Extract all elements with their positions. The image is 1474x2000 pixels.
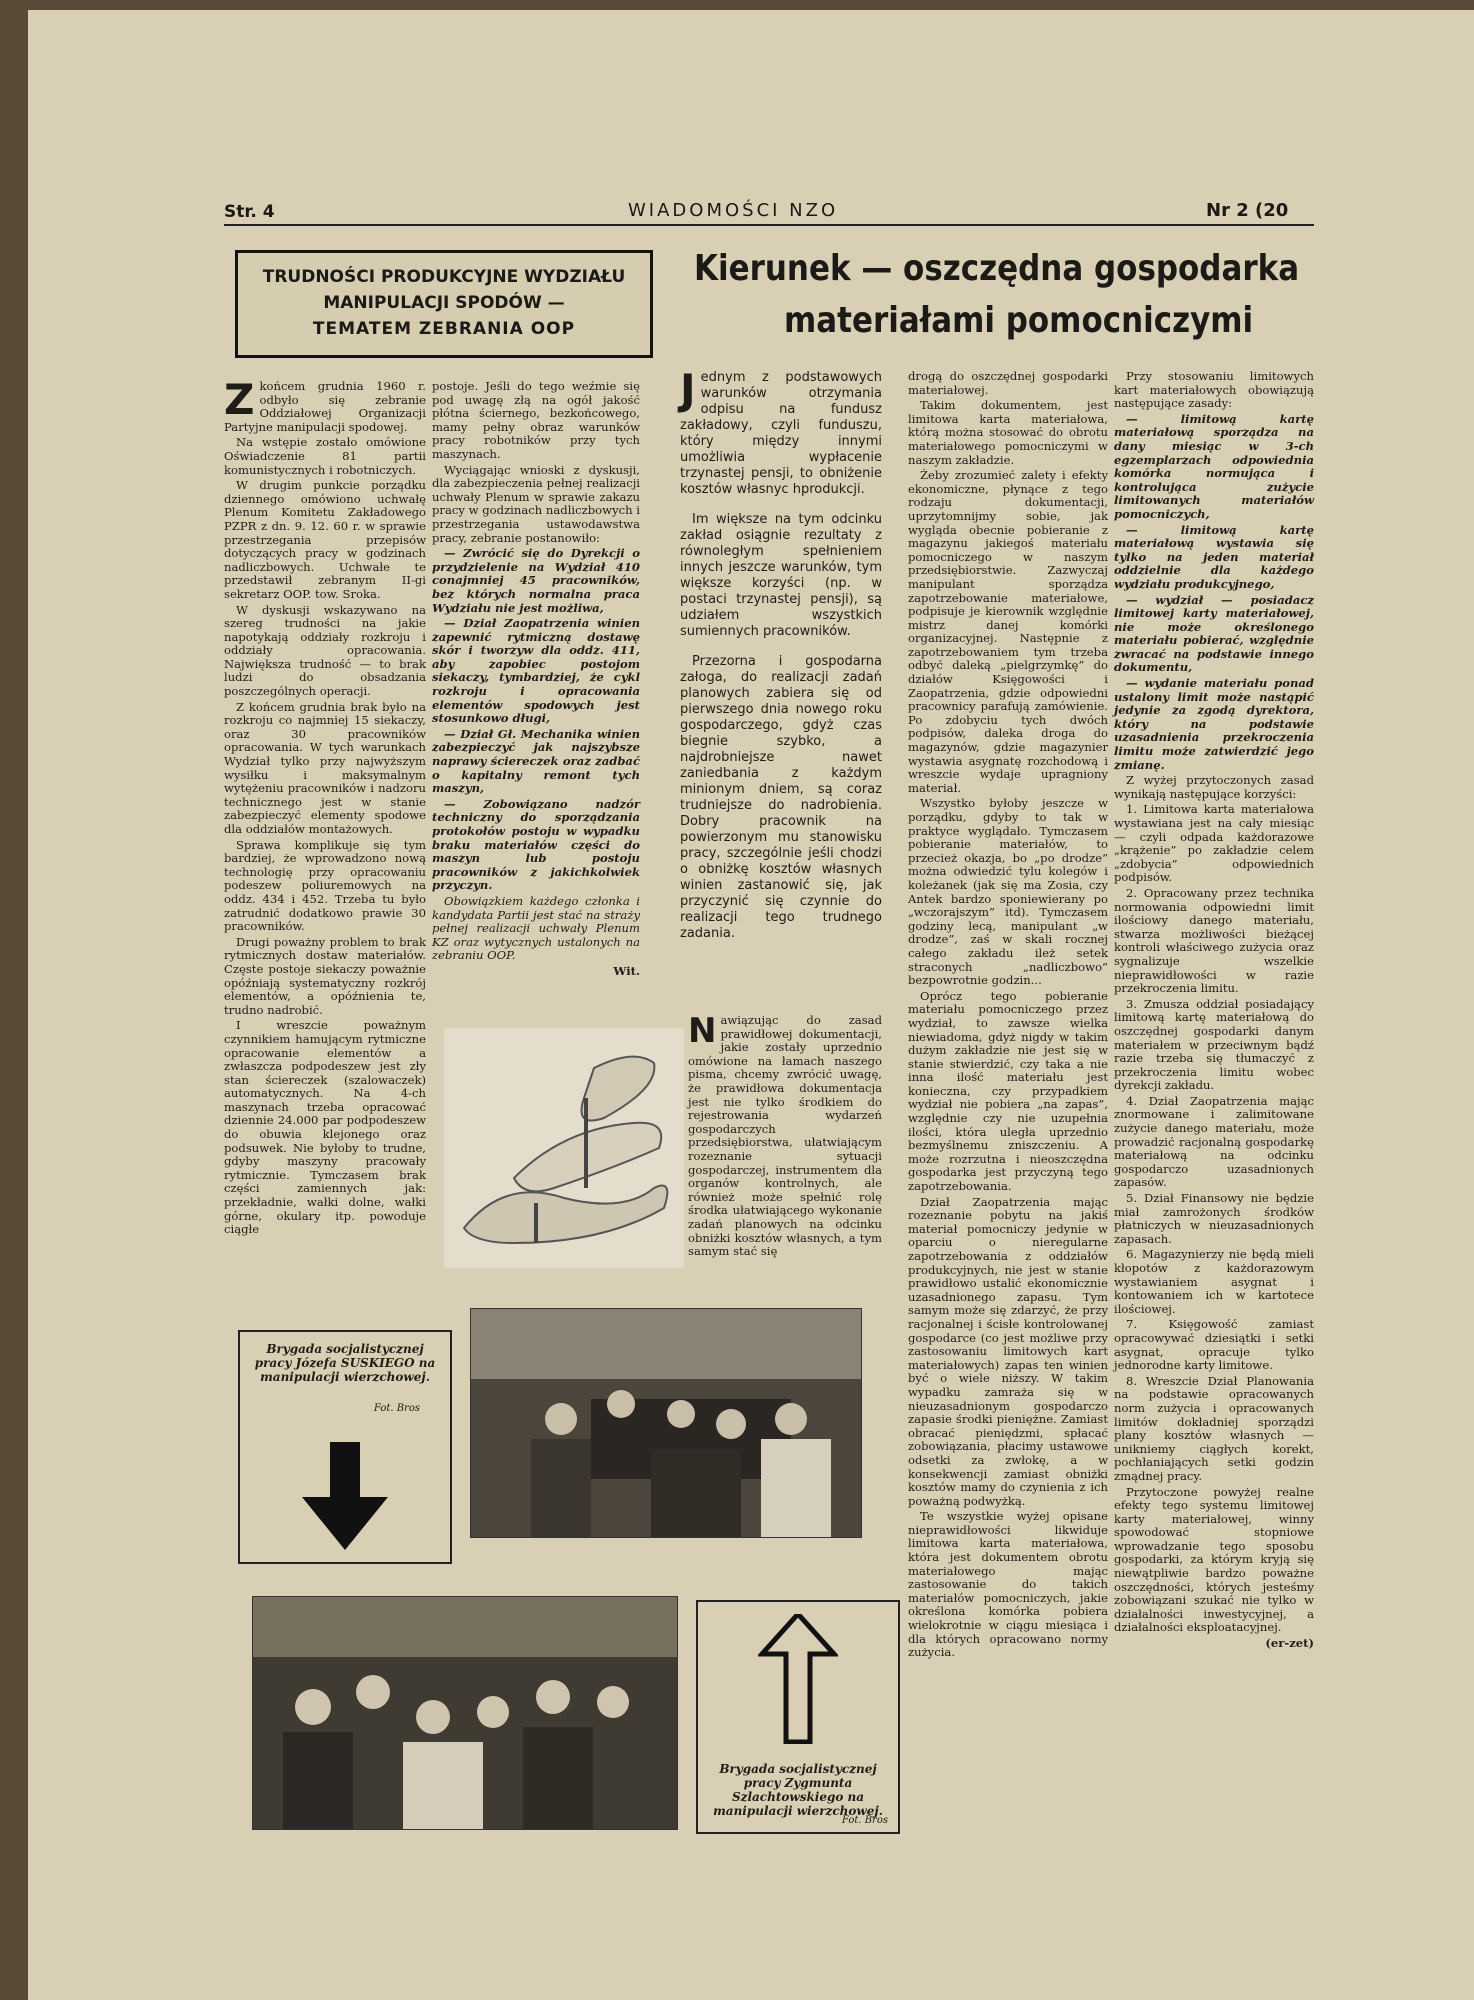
left-col2-p2: Wyciągając wnioski z dyskusji, dla zabezpieczenia pełnej realizacji uchwały Plenum w sprawie zakazu pracy w godzinach nadliczbowych i przestrzegania ustawodawstwa pracy, zebranie postanowiło: (432, 462, 640, 545)
main-col2-p2: Takim dokumentem, jest limitowa karta materiałowa, którą można stosować do obrotu materiałowego pomocniczymi w naszym zakładzie. (908, 398, 1108, 467)
main-article-column-3 (1114, 370, 1314, 1830)
main-col2-p5: Oprócz tego pobieranie materiału pomocniczego przez wydział, to zawsze wielka niewiadoma, gdyż nigdy w takim dużym zakładzie nie jest się w stanie stwierdzić, czy taka a nie inna ilość materiału jest konieczna, czy przypadkiem wydział nie pobiera „na zapas”, względnie czy nie uzupełnia ilości, która uległa uprzednio bezmyślnemu zniszczeniu. A może rozrzutna i nieoszczędna gospodarka jest przyczyną tego zapotrzebowania. (908, 988, 1108, 1194)
drop-cap-n: N (688, 1011, 717, 1051)
credit-2: Fot. Bros (841, 1815, 888, 1826)
main-col1b-p1: awiązując do zasad prawidłowej dokumentacji, jakie zostały uprzednio omówione na łamach naszego pisma, chcemy zwrócić uwagę, że prawidłowa dokumentacja jest nie tylko środkiem do rejestrowania wydarzeń gospodarczych przedsiębiorstwa, ułatwiającym rozeznanie sytuacji gospodarczej, instrumentem dla organów kontrolnych, ale również może spełnić rolę środka ułatwiającego wykonanie zadań planowych na odcinku obniżki kosztów własnych, a tym samym stać się (688, 1013, 882, 1259)
main-col3-p3: — limitową kartę materiałową wystawia się tylko na jeden materiał oddzielnie dla każdego wydziału produkcyjnego, (1114, 522, 1314, 591)
left-col1-p7: Drugi poważny problem to brak rytmicznych dostaw materiałów. Częste postoje siekaczy poważnie opóźniają systematyczny rozkrój elementów, a opóźnienia te, trudno nadrobić. (224, 934, 426, 1017)
left-col2-p5: — Dział Gł. Mechanika winien zabezpieczyć jak najszybsze naprawy ściereczek oraz zadbać o kapitalny remont tych maszyn, (432, 726, 640, 796)
caption-box-1 (238, 1330, 452, 1564)
main-col3-p2: — limitową kartę materiałową sporządza na dany miesiąc w 3-ch egzemplarzach odpowiednia komórka normująca i kontrolująca zużycie limitowanych materiałów pomocniczych, (1114, 411, 1314, 521)
main-article-column-1 (680, 365, 882, 1010)
left-article-title-3: TEMATEM ZEBRANIA OOP (312, 319, 576, 339)
credit-1: Fot. Bros (373, 1403, 420, 1414)
left-col1-p4: W dyskusji wskazywano na szereg trudności na jakie napotykają oddziały rozkroju i oddziały opracowania. Największa trudność — to brak ludzi do obsadzania poszczególnych operacji. (224, 602, 426, 699)
main-col1-p2: Im większe na tym odcinku zakład osiągnie rezultaty z równoległym spełnieniem innych jeszcze warunków, tym większe korzyści (np. w postaci trzynastej pensji), są udziałem wszystkich sumiennych pracowników. (680, 512, 882, 639)
masthead: WIADOMOŚCI NZO (628, 200, 839, 221)
main-col1-p1: ednym z podstawowych warunków otrzymania odpisu na fundusz zakładowy, czyli funduszu, który między innymi umożliwia wypłacenie trzynastej pensji, to obniżenie kosztów własnyc hprodukcji. (680, 370, 882, 497)
main-signature: (er-zet) (1265, 1636, 1314, 1651)
left-article-title-1: TRUDNOŚCI PRODUKCYJNE WYDZIAŁU (262, 267, 626, 287)
main-col3-p8: 2. Opracowany przez technika normowania odpowiedni limit ilościowy danego materiału, stwarza możliwości bieżącej kontroli właściwego zużycia oraz sygnalizuje wszelkie nieprawidłowości w razie przekroczenia limitu. (1114, 885, 1314, 996)
left-col1-p5: Z końcem grudnia brak było na rozkroju co najmniej 15 siekaczy, oraz 30 pracowników opracowania. W tych warunkach Wydział tylko przy najwyższym wysiłku i maksymalnym wytężeniu pracowników i nadzoru technicznego jest w stanie zabezpieczyć elementy spodowe dla oddziałów montażowych. (224, 699, 426, 836)
main-col3-p5: — wydanie materiału ponad ustalony limit może nastąpić jedynie za zgodą dyrektora, który na podstawie uzasadnienia przekroczenia limitu może zatwierdzić jego zmianę. (1114, 676, 1314, 772)
main-col3-p11: 5. Dział Finansowy nie będzie miał zamrożonych środków płatniczych w nieuzasadnionych zapasach. (1114, 1191, 1314, 1246)
workers-illustration-1 (471, 1309, 861, 1537)
left-article-title-2: MANIPULACJI SPODÓW — (323, 293, 565, 313)
main-col3-p10: 4. Dział Zaopatrzenia mając znormowane i zalimitowane zużycie danego materiału, może prowadzić racjonalną gospodarkę materiałową na odcinku gospodarczo uzasadnionych zapasów. (1114, 1093, 1314, 1190)
arrow-up-icon (758, 1614, 838, 1744)
page-number: Str. 4 (224, 202, 275, 222)
left-col1-p6: Sprawa komplikuje się tym bardziej, że wprowadzono nową technologię przy opracowaniu podeszew poliuremowych na oddz. 434 i 452. Trzeba tu było zatrudnić dodatkowo prawie 30 pracowników. (224, 837, 426, 934)
main-col3-p4: — wydział — posiadacz limitowej karty materiałowej, nie może określonego materiału pobierać, względnie zwracać na podstawie innego dokumentu, (1114, 592, 1314, 675)
main-article-column-1b (688, 1011, 882, 1276)
left-article-column-2 (432, 380, 640, 1020)
main-col2-p6: Dział Zaopatrzenia mając rozeznanie pobytu na jakiś materiał pomocniczy jedynie w oparciu o nieregularne zapotrzebowania z oddziałów produkcyjnych, nie jest w stanie prawidłowo ustalić ekonomicznie uzasadnionego zapasu. Tym samym może się zdarzyć, że przy racjonalnej i ścisłe kontrolowanej gospodarce (co jest możliwe przy zastosowaniu limitowych kart materiałowych) zapas ten winien być o wiele niższy. W takim wypadku zamraża się w nieuzasadnionym gospodarczo zapasie środki pieniężne. Zamiast obracać pieniędzmi, spłacać zobowiązania, płacimy ustawowe odsetki za zwłokę, a w konsekwencji zamiast obniżki kosztów mamy do czynienia z ich poważną podwyżką. (908, 1194, 1108, 1508)
left-col2-p1: postoje. Jeśli do tego weźmie się pod uwagę złą na ogół jakość płótna ściernego, bezkońcowego, mamy pełny obraz warunków pracy robotników przy tych maszynach. (432, 379, 640, 461)
brigade-photo-1 (470, 1308, 862, 1538)
main-col3-p12: 6. Magazynierzy nie będą mieli kłopotów z każdorazowym wystawianiem asygnat i kontowaniem ich w kartotece ilościowej. (1114, 1247, 1314, 1316)
left-col1-p3: W drugim punkcie porządku dziennego omówiono uchwałę Plenum Komitetu Zakładowego PZPR z dn. 9. 12. 60 r. w sprawie przestrzegania przepisów dotyczących pracy w godzinach nadliczbowych. Uchwałe te przedstawił zebranym II-gi sekretarz OOP. tow. Sroka. (224, 478, 426, 601)
drop-cap-z: Z (224, 375, 255, 424)
left-col2-p7: Obowiązkiem każdego członka i kandydata Partii jest stać na straży pełnej realizacji uchwały Plenum KZ oraz wytycznych ustalonych na zebraniu OOP. (432, 893, 640, 963)
left-col2-p6: — Zobowiązano nadzór techniczny do sporządzania protokołów postoju w wypadku braku materiałów części do maszyn lub postoju pracowników z jakichkolwiek przyczyn. (432, 796, 640, 893)
left-article-title-box (235, 250, 653, 358)
left-col1-p1: końcem grudnia 1960 r. odbyło się zebranie Oddziałowej Organizacji Partyjne manipulacji spodowej. (224, 379, 426, 434)
main-col3-p1: Przy stosowaniu limitowych kart materiałowych obowiązują następujące zasady: (1114, 369, 1314, 411)
main-article-title-2: materiałami pomocniczymi (784, 300, 1254, 341)
main-article-column-2 (908, 370, 1108, 1840)
left-article-column-1 (224, 375, 426, 1342)
issue-number: Nr 2 (20 (1206, 200, 1289, 221)
left-col1-p8: I wreszcie poważnym czynnikiem hamującym rytmiczne opracowanie elementów a zwłaszcza podpodeszew jest zły stan ściereczek (szalowaczek) automatycznych. Na 4-ch maszynach trzeba opracować dziennie 24.000 par podpodeszew do obuwia klejonego oraz podsuwek. Nie byłoby to trudne, gdyby maszyny pracowały rytmicznie. Tymczasem brak części zamiennych jak: przekładnie, wałki dolne, wałki górne, okulary itp. powoduje ciągłe (224, 1018, 426, 1237)
workers-illustration-2 (253, 1597, 677, 1829)
main-col3-p9: 3. Zmusza oddział posiadający limitową kartę materiałową do oszczędnej gospodarki danym materiałem w przeciwnym bądź razie trzeba się tłumaczyć z przekroczenia limitu wobec dyrekcji zakładu. (1114, 996, 1314, 1093)
main-article-title-1: Kierunek — oszczędna gospodarka (694, 248, 1300, 289)
caption-box-2 (696, 1600, 900, 1834)
main-col2-p3: Żeby zrozumieć zalety i efekty ekonomiczne, płynące z tego rodzaju dokumentacji, uprzytomnijmy sobie, jak wygląda obecnie pobieranie z magazynu jakiegoś materiału pomocniczego w naszym przedsiębiorstwie. Zazwyczaj manipulant sporządza zapotrzebowanie materiałowe, podpisuje je kierownik względnie mistrz danej komórki organizacyjnej. Następnie z zapotrzebowaniem tym trzeba odbyć daleką „pielgrzymkę” do działów Księgowości i Zaopatrzenia, gdzie odpowiedni pracownicy parafują zamówienie. Po zdobyciu tych dwóch podpisów, daleka droga do magazynów, gdzie magazynier wystawia asygnatę rozchodową i wreszcie wydaje upragniony materiał. (908, 468, 1108, 795)
main-col1-p3: Przezorna i gospodarna załoga, do realizacji zadań planowych zabiera się od pierwszego dnia nowego roku gospodarczego, gdyż czas biegnie szybko, a najdrobniejsze nawet zaniedbania z każdym minionym dniem, są coraz trudniejsze do nadrobienia. Dobry pracownik na powierzonym mu stanowisku pracy, szczególnie jeśli chodzi o obniżkę kosztów własnych winien zastanowić się, jak przyczynić się czynnie do realizacji tego trudnego zadania. (680, 654, 882, 941)
main-col2-p1: drogą do oszczędnej gospodarki materiałowej. (908, 369, 1108, 397)
drop-cap-j: J (680, 365, 696, 414)
shoes-photo (444, 1028, 684, 1268)
caption-1: Brygada socjalistycznej pracy Józefa SUSKIEGO na manipulacji wierzchowej. (254, 1342, 436, 1384)
main-col3-p13: 7. Księgowość zamiast opracowywać dziesiątki i setki asygnat, opracuje tylko jednorodne karty limitowe. (1114, 1317, 1314, 1373)
left-col2-signature: Wit. (613, 963, 640, 978)
brigade-photo-2 (252, 1596, 678, 1830)
left-col1-p2: Na wstępie zostało omówione Oświadczenie 81 partii komunistycznych i robotniczych. (224, 435, 426, 477)
main-col3-p14: 8. Wreszcie Dział Planowania na podstawie opracowanych norm zużycia i opracowanych limitów dokładniej sporządzi plany kosztów własnych — unikniemy ciągłych korekt, pochłaniających setki godzin zmądnej pracy. (1114, 1373, 1314, 1483)
newspaper-page (28, 10, 1474, 2000)
header-rule (224, 224, 1314, 226)
arrow-down-icon (300, 1442, 390, 1552)
main-col3-p7: 1. Limitowa karta materiałowa wystawiana jest na cały miesiąc — czyli odpada każdorazowe „krążenie” po zakładzie celem „zdobycia” odpowiednich podpisów. (1114, 802, 1314, 885)
shoes-illustration (444, 1028, 684, 1268)
main-col2-p7: Te wszystkie wyżej opisane nieprawidłowości likwiduje limitowa karta materiałowa, która jest dokumentem obrotu materiałowego mając zastosowanie do takich materiałów pomocniczych, jakie określona komórka pobiera wielokrotnie w ciągu miesiąca i dla których opracowano normy zużycia. (908, 1509, 1108, 1660)
main-col3-p15: Przytoczone powyżej realne efekty tego systemu limitowej karty materiałowej, winny spowodować stopniowe wprowadzanie tego sposobu gospodarki, za którym kryją się niewątpliwie bardzo poważne oszczędności, których jesteśmy zobowiązani szukać nie tylko w działalności inwestycyjnej, a działalności eksploatacyjnej. (1114, 1484, 1314, 1635)
main-col2-p4: Wszystko byłoby jeszcze w porządku, gdyby to tak w praktyce wyglądało. Tymczasem pobieranie materiałów, to przecież okazja, bo „po drodze” można odwiedzić tylu kolegów i koleżanek (jak się ma Zosia, czy Antek bardzo sponiewierany po „wczorajszym” itd). Tymczasem godziny lecą, manipulant „w drodze”, zaś w skali rocznej całego zakładu ileż setek straconych „nadliczbowo” bezpowrotnie godzin... (908, 796, 1108, 988)
left-col2-p4: — Dział Zaopatrzenia winien zapewnić rytmiczną dostawę skór i tworzyw dla oddz. 411, aby zapobiec postojom siekaczy, tymbardziej, że cykl rozkroju i opracowania elementów spodowych jest stosunkowo długi, (432, 616, 640, 726)
left-col2-p3: — Zwrócić się do Dyrekcji o przydzielenie na Wydział 410 conajmniej 45 pracowników, bez których normalna praca Wydziału nie jest możliwa, (432, 546, 640, 615)
main-col3-p6: Z wyżej przytoczonych zasad wynikają następujące korzyści: (1114, 773, 1314, 801)
caption-2: Brygada socjalistycznej pracy Zygmunta Szlachtowskiego na manipulacji wierzchowej. (713, 1762, 883, 1818)
